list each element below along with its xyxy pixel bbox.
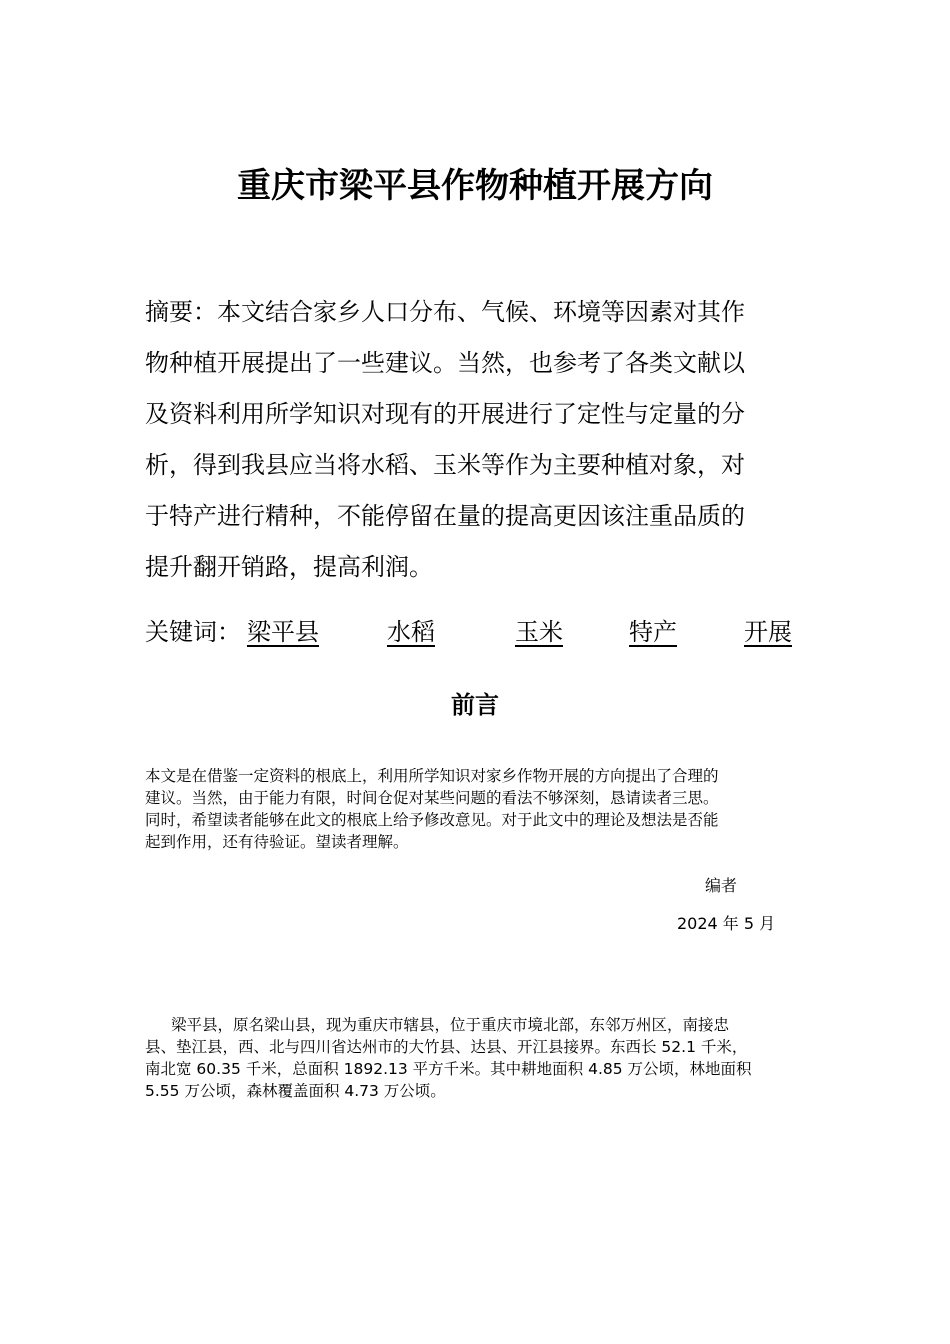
keyword: 梁平县 — [247, 618, 319, 646]
body-line: 县、垫江县，西、北与四川省达州市的大竹县、达县、开江县接界。东西长 52.1 千米， — [145, 1038, 748, 1056]
preface-heading: 前言 — [451, 691, 499, 719]
keyword: 特产 — [629, 618, 677, 646]
keywords-label: 关键词： — [145, 618, 241, 646]
preface-line: 起到作用，还有待验证。望读者理解。 — [145, 833, 409, 851]
preface-paragraph — [145, 765, 815, 853]
preface-line: 建议。当然，由于能力有限，时间仓促对某些问题的看法不够深刻，恳请读者三思。 — [145, 789, 719, 807]
keyword: 水稻 — [387, 618, 435, 646]
preface-editor: 编者 — [705, 876, 738, 895]
preface-line: 同时，希望读者能够在此文的根底上给予修改意见。对于此文中的理论及想法是否能 — [145, 811, 719, 829]
abstract-line: 摘要：本文结合家乡人口分布、气候、环境等因素对其作 — [145, 298, 745, 326]
body-line: 南北宽 60.35 千米，总面积 1892.13 平方千米。其中耕地面积 4.85 万公顷，林地面积 — [145, 1060, 752, 1078]
keyword — [515, 612, 585, 652]
abstract-line: 析，得到我县应当将水稻、玉米等作为主要种植对象，对 — [145, 451, 745, 479]
body-line: 5.55 万公顷，森林覆盖面积 4.73 万公顷。 — [145, 1082, 446, 1100]
preface-line: 本文是在借鉴一定资料的根底上，利用所学知识对家乡作物开展的方向提出了合理的 — [145, 767, 719, 785]
body-line: 梁平县，原名梁山县，现为重庆市辖县，位于重庆市境北部，东邻万州区，南接忠 — [171, 1016, 730, 1034]
preface-date: 2024 年 5 月 — [677, 914, 776, 933]
abstract-line: 物种植开展提出了一些建议。当然，也参考了各类文献以 — [145, 349, 745, 377]
abstract-line: 及资料利用所学知识对现有的开展进行了定性与定量的分 — [145, 400, 745, 428]
abstract-line: 提升翻开销路，提高利润。 — [145, 553, 433, 581]
keyword-text: 玉米 — [515, 618, 563, 646]
abstract — [145, 287, 790, 593]
body-paragraph — [145, 1014, 815, 1102]
abstract-line: 于特产进行精种，不能停留在量的提高更因该注重品质的 — [145, 502, 745, 530]
document-title: 重庆市梁平县作物种植开展方向 — [237, 166, 713, 206]
keyword: 开展 — [744, 618, 792, 646]
